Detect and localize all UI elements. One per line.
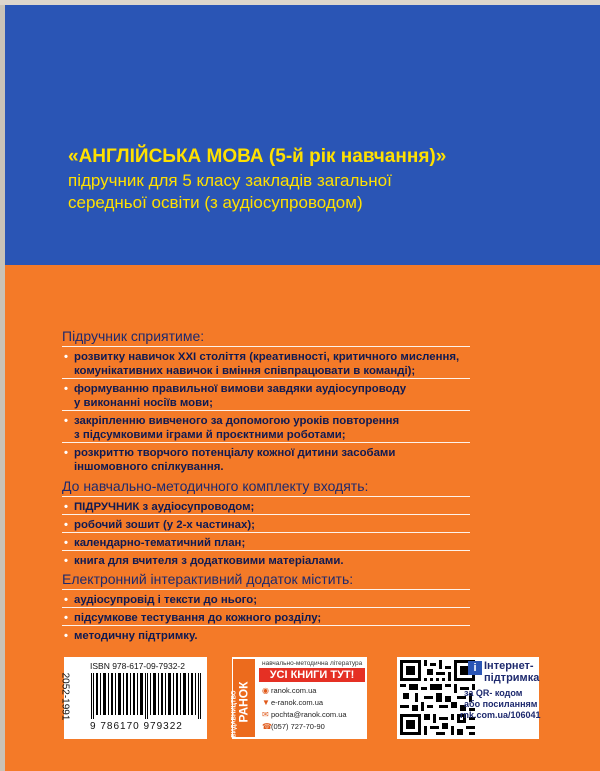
- book-subtitle: [68, 170, 588, 214]
- divider: [62, 607, 470, 608]
- cover-edge: [0, 0, 5, 771]
- publisher-tagline: навчально-методична література: [262, 660, 363, 667]
- contact-site: ◉ ranok.com.ua: [262, 686, 317, 695]
- support-title: Інтернет- підтримка: [484, 660, 540, 684]
- mail-icon: ✉: [262, 710, 269, 719]
- list-item: • робочий зошит (у 2-х частинах);: [64, 519, 255, 531]
- contact-email: ✉ pochta@ranok.com.ua: [262, 710, 347, 719]
- cart-icon: ▼: [262, 698, 270, 707]
- divider: [62, 625, 470, 626]
- bullet-icon: •: [64, 612, 68, 624]
- publisher-logo: [233, 659, 255, 737]
- section-benefits: [62, 328, 482, 474]
- section-kit: [62, 478, 482, 568]
- section-heading: Електронний інтерактивний додаток містить:: [62, 571, 354, 587]
- publisher-banner: УСІ КНИГИ ТУТ!: [259, 668, 365, 682]
- list-item: • розкриттю творчого потенціалу кожної дитини засобами іншомовного спілкування.: [64, 447, 396, 473]
- list-item: • закріпленню вивченого за допомогою уроків повторення з підсумковими іграми й проєктними роботами;: [64, 415, 400, 441]
- subtitle-line: підручник для 5 класу закладів загальної: [68, 171, 392, 190]
- divider: [62, 410, 470, 411]
- bullet-icon: •: [64, 630, 68, 642]
- isbn-label: ISBN 978-617-09-7932-2: [90, 661, 185, 671]
- bullet-icon: •: [64, 447, 68, 459]
- info-icon: i: [468, 661, 482, 675]
- section-app: [62, 571, 482, 643]
- bullet-icon: •: [64, 594, 68, 606]
- contact-eshop: ▼e-ranok.com.ua: [262, 698, 324, 707]
- contact-phone: ☎(057) 727-70-90: [262, 722, 325, 731]
- bullet-icon: •: [64, 537, 68, 549]
- isbn-side-code: 2052-1991: [59, 672, 71, 721]
- phone-icon: ☎: [262, 722, 272, 731]
- isbn-barcode-box: [59, 657, 207, 739]
- divider: [62, 346, 470, 347]
- publisher-logo-big: РАНОК: [236, 681, 251, 723]
- bullet-icon: •: [64, 383, 68, 395]
- bullet-icon: •: [64, 351, 68, 363]
- subtitle-line: середньої освіти (з аудіосупроводом): [68, 193, 363, 212]
- barcode: [90, 673, 202, 719]
- publisher-logo-small: ВИДАВНИЦТВО: [231, 690, 238, 738]
- blue-header-panel: [5, 5, 600, 265]
- globe-icon: ◉: [262, 686, 269, 695]
- cover-edge-top: [0, 0, 600, 5]
- divider: [62, 378, 470, 379]
- divider: [62, 442, 470, 443]
- list-item: • календарно-тематичний план;: [64, 537, 246, 549]
- divider: [62, 532, 470, 533]
- list-item: • розвитку навичок XXI століття (креативності, критичного мислення, комунікативних навичок і вміння співпрацювати в команді);: [64, 351, 460, 377]
- support-text: за QR- кодом або посиланням rnk.com.ua/106041: [460, 688, 541, 720]
- support-link[interactable]: rnk.com.ua/106041: [460, 710, 541, 720]
- divider: [62, 589, 470, 590]
- list-item: • формуванню правильної вимови завдяки аудіосупроводу у виконанні носіїв мови;: [64, 383, 407, 409]
- bullet-icon: •: [64, 555, 68, 567]
- list-item: • книга для вчителя з додатковими матеріалами.: [64, 555, 344, 567]
- divider: [62, 496, 470, 497]
- divider: [62, 514, 470, 515]
- barcode-number: 9 786170 979322: [90, 721, 183, 732]
- bullet-icon: •: [64, 415, 68, 427]
- book-title: «АНГЛІЙСЬКА МОВА (5-й рік навчання)»: [68, 146, 447, 167]
- list-item: • підсумкове тестування до кожного розділу;: [64, 612, 322, 624]
- list-item: • ПІДРУЧНИК з аудіосупроводом;: [64, 501, 255, 513]
- publisher-box: [232, 657, 367, 739]
- list-item: • аудіосупровід і тексти до нього;: [64, 594, 258, 606]
- list-item: • методичну підтримку.: [64, 630, 198, 642]
- bullet-icon: •: [64, 519, 68, 531]
- section-heading: Підручник сприятиме:: [62, 328, 205, 344]
- divider: [62, 550, 470, 551]
- bullet-icon: •: [64, 501, 68, 513]
- section-heading: До навчально-методичного комплекту входять:: [62, 478, 369, 494]
